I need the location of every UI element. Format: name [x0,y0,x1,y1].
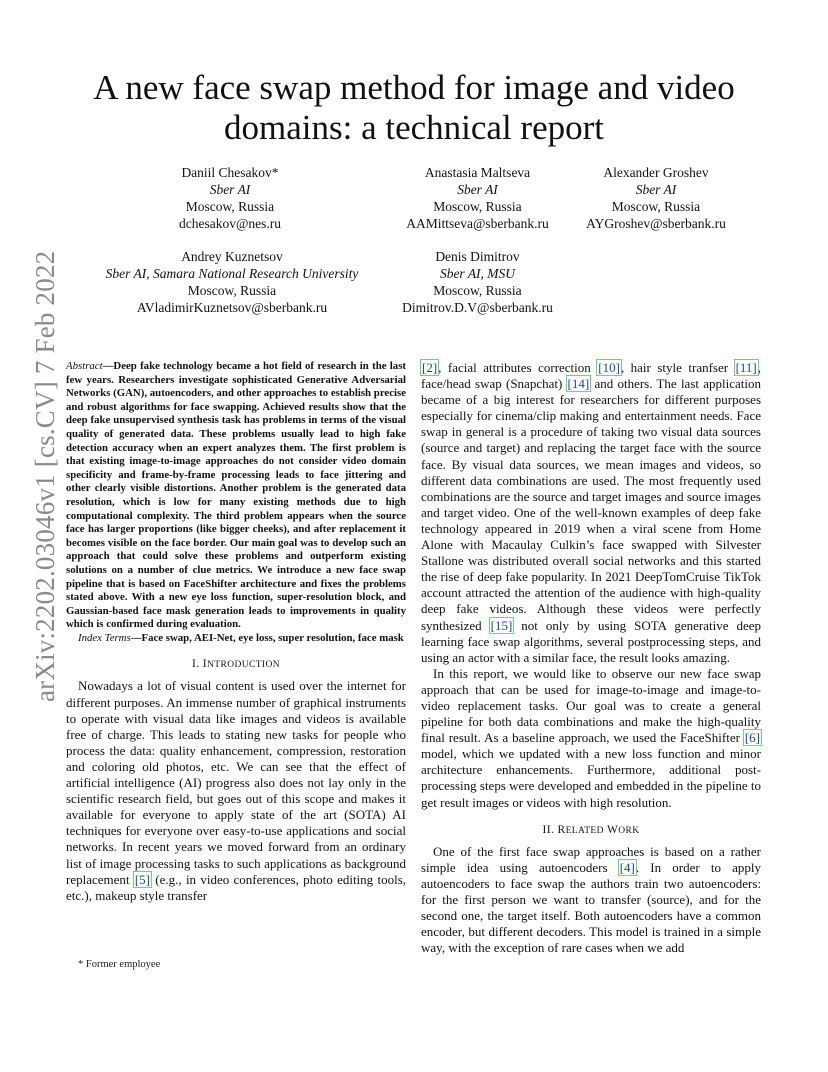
author-location: Moscow, Russia [611,199,701,214]
author-location: Moscow, Russia [433,283,522,298]
abstract [66,360,406,632]
abstract-label: Abstract [66,360,103,372]
author-affiliation: Sber AI [209,182,251,197]
arxiv-identifier: arXiv:2202.03046v1 [cs.CV] 7 Feb 2022 [30,250,60,702]
author-name: Andrey Kuznetsov [181,249,283,264]
author-affiliation: Sber AI [457,182,498,197]
abstract-text: —Deep fake technology became a hot field of research in the last few years. Researchers investigate sophisticated Generative Adversarial Networks (GAN), autoencoders, and other approaches to establish precise and robust algorithms for face swapping. Achieved results show that the deep fake unsupervised synthesis task has problems in terms of the visual quality of generated data. These problems usually lead to high fake detection accuracy when an expert analyzes them. The first problem is that existing image-to-image approaches do not consider video domain specificity and frame-by-frame processing leads to face jittering and other clearly visible distortions. Another problem is the generated data resolution, which is low for many existing methods due to high computational complexity. The third problem appears when the source face has larger proportions (like bigger cheeks), and after replacement it becomes visible on the face border. Our main goal was to develop such an approach that could solve these problems and outperform existing solutions on a number of clue metrics. We introduce a new face swap pipeline that is based on FaceShifter architecture and fixes the problems stated above. With a new eye loss function, super-resolution block, and Gaussian-based face mask generation leads to improvements in quality which is confirmed during evaluation. [66,360,406,631]
section-heading-related-work: II. RELATED WORK [542,823,640,836]
author-location: Moscow, Russia [185,199,275,214]
index-terms-label: Index Terms [78,631,131,644]
intro-paragraph-continued: [2], facial attributes correction [10], hair style tranfser [11], face/head swap (Snapchat) [14] and others. The last application became of a big interest for researchers for different purposes especially for cinema/clip making and entertainment needs. Face swap in general is a procedure of taking two visual data sources (source and target) and replacing the target face with the source face. By visual data sources, we mean images and videos, so different data combinations are used. The most frequently used combinations are the source and target images and source images and target video. One of the well-known examples of deep fake technology appeared in 2019 when a viral scene from Home Alone with Macaulay Culkin’s face swapped with Silvester Stallone was distributed overall social networks and this started the rise of deep fake popularity. In 2021 DeepTomCruise TikTok account attracted the attention of the audience with high-quality deep fake videos. Although these videos were perfectly synthesized [15] not only by using SOTA generative deep learning face swap algorithms, several postprocessing steps, and using an actor with a similar face, the result looks amazing. [421,360,761,665]
author-email: Dimitrov.D.V@sberbank.ru [402,300,553,315]
index-terms [66,632,406,646]
author-affiliation: Sber AI, MSU [439,266,516,281]
left-column [66,360,406,904]
citation-link[interactable]: [15] [490,617,513,633]
citation-link[interactable]: [14] [567,376,590,392]
author-affiliation: Sber AI [635,182,677,197]
author-location: Moscow, Russia [433,199,522,214]
citation-link[interactable]: [5] [134,871,150,887]
citation-link[interactable]: [6] [744,730,760,746]
paper-title: A new face swap method for image and video domains: a technical report [93,68,735,147]
footnote: * Former employee [78,959,161,970]
author-block [576,164,736,232]
author-email: AAMittseva@sberbank.ru [406,216,549,231]
citation-link[interactable]: [4] [619,859,635,875]
author-block [150,164,310,232]
author-name: Alexander Groshev [603,165,709,180]
citation-link[interactable]: [2] [422,360,438,375]
author-location: Moscow, Russia [187,283,277,298]
author-name: Denis Dimitrov [435,249,520,264]
author-email: AVladimirKuznetsov@sberbank.ru [136,300,328,315]
author-block [92,248,372,316]
citation-link[interactable]: [11] [735,360,757,375]
intro-paragraph: Nowadays a lot of visual content is used over the internet for different purposes. An immense number of graphical instruments to operate with visual data like images and videos is available free of charge. This leads to stating new tasks for people who process the data: quality enhancement, compression, restoration and coloring old photos, etc. We can see that the effect of artificial intelligence (AI) progress also does not lay only in the scientific research field, but goes out of this scope and makes it available for everyone to apply state of the art (SOTA) AI techniques for everyone over easy-to-use applications and social networks. In recent years we moved forward from an ordinary list of image processing tasks to such applications as background replacement [5] (e.g., in video conferences, photo editing tools, etc.), makeup style transfer [66,678,407,903]
author-email: dchesakov@nes.ru [178,216,282,231]
author-email: AYGroshev@sberbank.ru [586,216,726,231]
related-work-paragraph: One of the first face swap approaches is based on a rather simple idea using autoencoders [4]. In order to apply autoencoders to face swap the authors train two autoencoders: for the first person we want to transfer (source), and for the second one, the target itself. Both autoencoders have a common encoder, but different decoders. This model is trained in a simple way, with the exception of rare cases when we add [421,843,761,956]
right-column [421,360,761,956]
author-name: Anastasia Maltseva [424,165,531,180]
index-terms-text: —Face swap, AEI-Net, eye loss, super resolution, face mask [130,631,404,644]
citation-link[interactable]: [10] [598,360,620,375]
author-name: Daniil Chesakov* [181,165,279,180]
author-affiliation: Sber AI, Samara National Research University [105,266,359,281]
section-heading-introduction: I. INTRODUCTION [191,658,281,671]
author-block [395,248,560,316]
author-block [395,164,560,232]
intro-paragraph: In this report, we would like to observe our new face swap approach that can be used for image-to-image and image-to-video replacement tasks. Our goal was to create a general pipeline for both data combinations and make the high-quality final result. As a baseline approach, we used the FaceShifter [6] model, which we updated with a new loss function and minor architecture enhancements. Furthermore, additional post-processing steps were developed and embedded in the pipeline to get result images or videos with high resolution. [421,665,761,810]
